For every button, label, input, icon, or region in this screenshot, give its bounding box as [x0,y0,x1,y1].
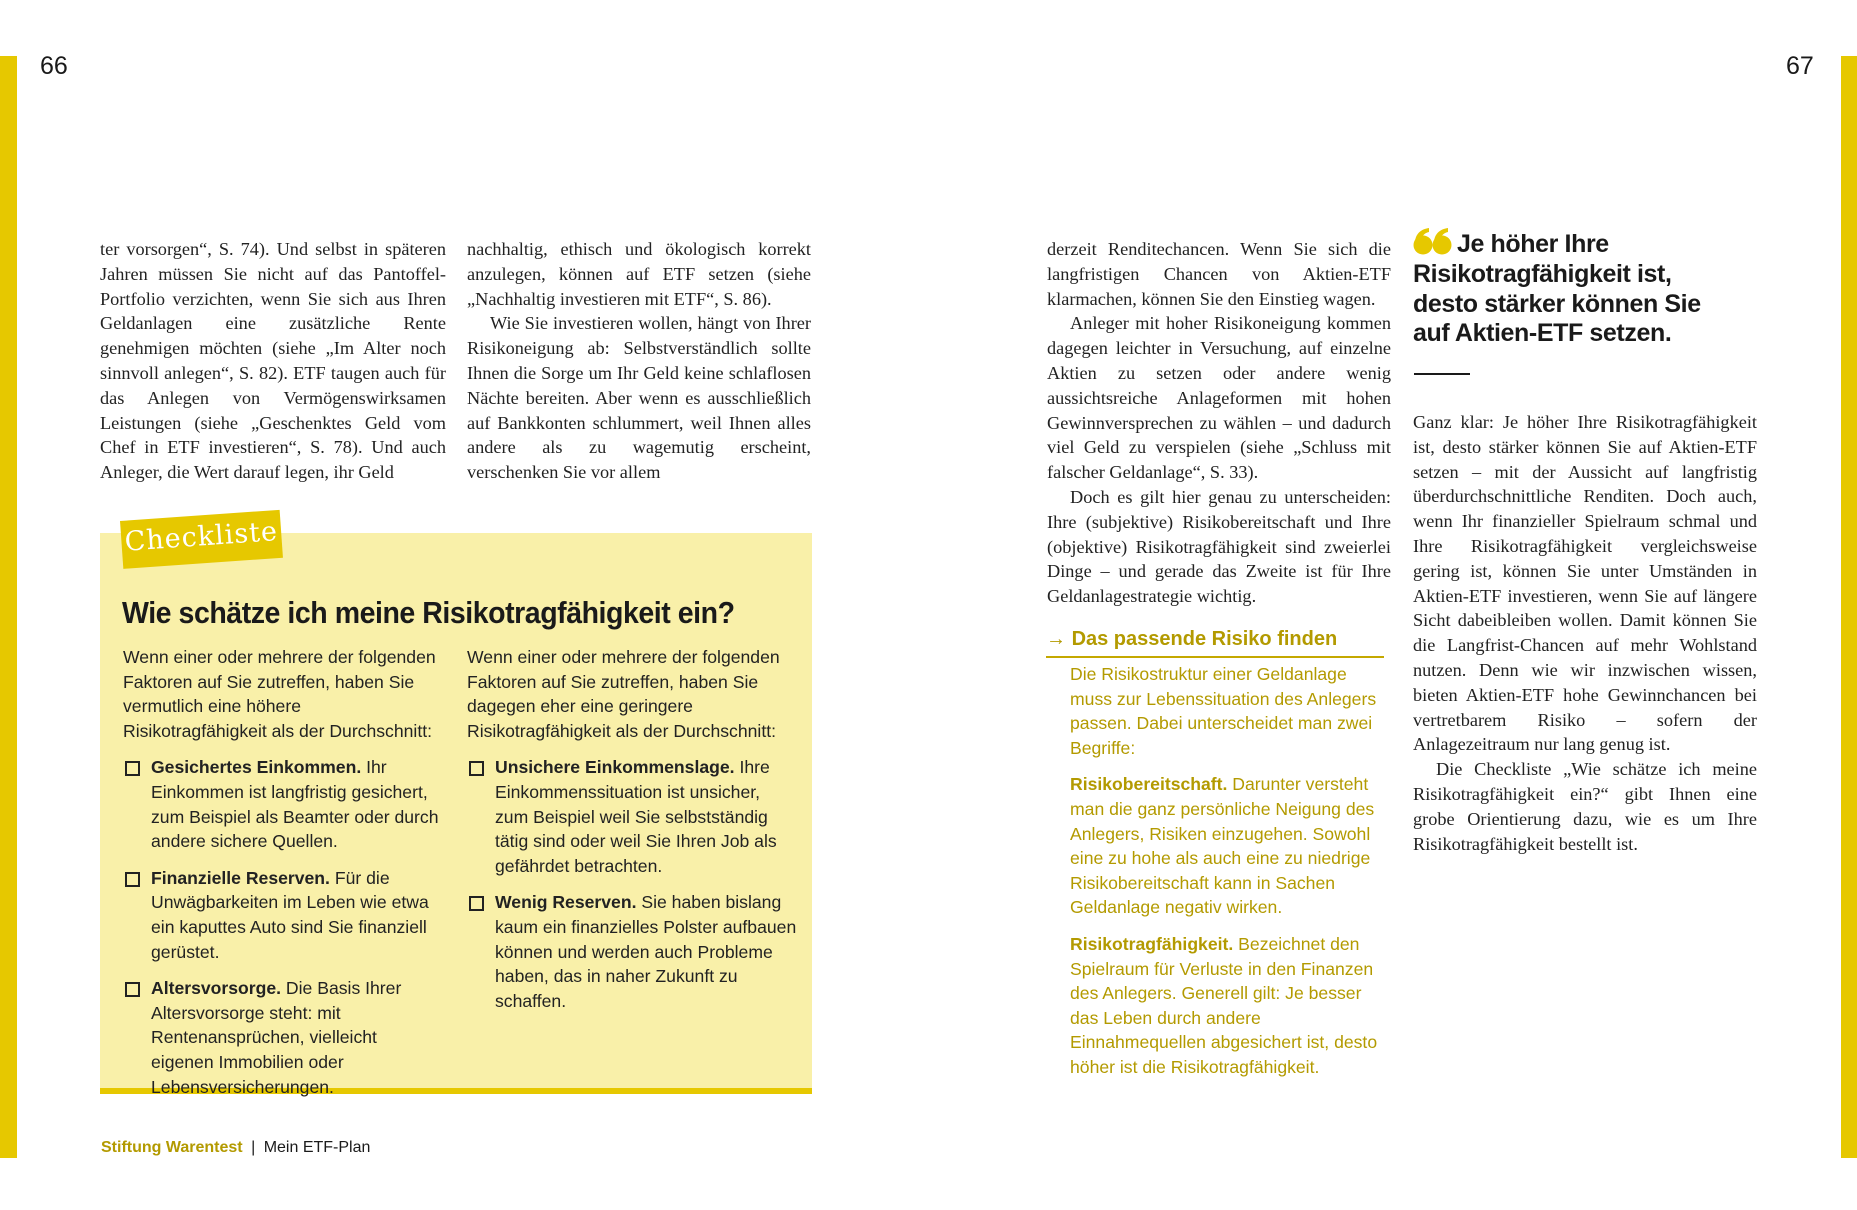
checklist-item [123,976,443,1099]
checklist-item-label: Wenig Reserven. [495,892,637,913]
arrow-right-icon: → [1046,628,1066,650]
info-term [1070,932,1388,1080]
pull-quote-divider [1414,373,1470,375]
checklist-item [123,866,443,964]
checklist-item-text: Für die Unwägbarkeiten im Leben wie etwa ein kaputtes Auto sind Sie finanziell gerüstet. [151,867,429,962]
checklist-column-left [123,645,443,1099]
checkbox-icon[interactable] [125,872,140,887]
info-term-label: Risikotragfähigkeit. [1070,933,1234,954]
quotation-mark-icon [1413,228,1453,256]
checkbox-icon[interactable] [125,982,140,997]
paragraph: ter vorsorgen“, S. 74). Und selbst in späteren Jahren müssen Sie nicht auf das Pantoffel-Portfolio verzichten, wenn Sie sich aus Ihren Geldanlagen eine zusätzliche Rente genehmigen möchten (siehe „Im Alter noch sinnvoll anlegen“, S. 82). ETF taugen auch für das Anlegen von Vermögenswirksamen Leistungen (siehe „Geschenktes Geld vom Chef in ETF investieren“, S. 78). Und auch Anleger, die Wert darauf legen, ihr Geld [100,239,446,483]
footer-brand: Stiftung Warentest [101,1139,243,1156]
checklist-item [467,890,797,1013]
checklist-title: Wie schätze ich meine Risikotragfähigkeit ein? [122,595,735,630]
checklist-intro-left: Wenn einer oder mehrere der folgenden Faktoren auf Sie zutreffen, haben Sie vermutlich eine höhere Risikotragfähigkeit als der Durchschnitt: [123,647,436,741]
footer-title: Mein ETF-Plan [263,1139,371,1156]
page-number-right: 67 [1786,52,1814,80]
info-box-heading-text: Das passende Risiko finden [1071,628,1338,650]
checklist-item-text: Ihr Einkommen ist langfristig gesichert, zum Beispiel als Beamter oder durch andere sichere Quellen. [151,757,439,852]
checklist-item-label: Gesichertes Einkommen. [151,757,362,778]
text-column-3 [1047,237,1391,609]
checklist-item-text: Die Basis Ihrer Altersvorsorge steht: mit Rentenansprüchen, vielleicht eigenen Immobilien oder Lebensversicherungen. [151,978,402,1097]
checklist-item-label: Unsichere Einkommenslage. [495,757,735,778]
footer-separator: | [251,1139,256,1156]
checkbox-icon[interactable] [469,761,484,776]
checklist-tab-label: Checkliste [123,516,279,558]
info-term-text: Bezeichnet den Spielraum für Verluste in den Finanzen des Anlegers. Generell gilt: Je besser das Leben durch andere Einnahmequellen abgesichert ist, desto höher ist die Risikotragfähigkeit. [1070,933,1378,1077]
footer [101,1139,370,1157]
page-number-left: 66 [40,52,68,80]
checklist-item-label: Altersvorsorge. [151,978,282,999]
info-intro: Die Risikostruktur einer Geldanlage muss zur Lebenssituation des Anlegers passen. Dabei unterscheidet man zwei Begriffe: [1070,664,1377,758]
paragraph: Die Checkliste „Wie schätze ich meine Risikotragfähigkeit ein?“ gibt Ihnen eine grobe Orientierung dazu, wie es um Ihre Risikotragfähigkeit bestellt ist. [1413,759,1757,854]
paragraph: Anleger mit hoher Risikoneigung kommen dagegen leichter in Versuchung, auf einzelne Aktien zu setzen oder andere wenig aussichtsreiche Anlageformen mit hohen Gewinnversprechen zu wählen – und dadurch viel Geld zu verspielen (siehe „Schluss mit falscher Geldanlage“, S. 33). [1047,313,1391,483]
checklist-column-right [467,645,797,1013]
checkbox-icon[interactable] [125,761,140,776]
checklist-item [123,755,443,853]
paragraph: Wie Sie investieren wollen, hängt von Ihrer Risikoneigung ab: Selbstverständlich sollte Ihnen die Sorge um Ihr Geld keine schlaflosen Nächte bereiten. Aber wenn es ausschließlich auf Bankkonten schlummert, weil Ihnen alles andere als zu wagemutig erscheint, verschenken Sie vor allem [467,313,811,483]
text-column-1 [100,237,446,485]
checklist-item-text: Ihre Einkommenssituation ist unsicher, zum Beispiel weil Sie selbstständig tätig sind oder weil Sie Ihren Job als gefährdet betrachten. [495,757,777,876]
left-edge-bar [0,56,17,1158]
right-edge-bar [1841,56,1857,1158]
info-term-label: Risikobereitschaft. [1070,774,1228,795]
checklist-item-text: Sie haben bislang kaum ein finanzielles Polster aufbauen können und werden auch Probleme haben, das in naher Zukunft zu schaffen. [495,892,797,1011]
paragraph: nachhaltig, ethisch und ökologisch korrekt anzulegen, können auf ETF setzen (siehe „Nachhaltig investieren mit ETF“, S. 86). [467,239,811,309]
paragraph: Ganz klar: Je höher Ihre Risikotragfähigkeit ist, desto stärker können Sie auf Aktien-ETF setzen – mit der Aussicht auf langfristig überdurchschnittliche Renditen. Doch auch, wenn Ihr finanzieller Spielraum schmal und Ihre Risikotragfähigkeit vergleichsweise gering ist, können Sie unter Umständen in Aktien-ETF investieren, wenn Sie auf längere Sicht dabeibleiben wollen. Damit können Sie die Langfrist-Chancen auf mehr Wohlstand nutzen. Denn wie wir inzwischen wissen, bieten Aktien-ETF hohe Gewinnchancen bei vertretbarem Risiko – sofern der Anlagezeitraum nur lang genug ist. [1413,412,1757,755]
checklist-box [100,516,812,1097]
checkbox-icon[interactable] [469,896,484,911]
pull-quote [1413,228,1733,349]
paragraph: derzeit Renditechancen. Wenn Sie sich die langfristigen Chancen von Aktien-ETF klarmachen, können Sie den Einstieg wagen. [1047,239,1391,309]
info-term-text: Darunter versteht man die ganz persönliche Neigung des Anlegers, Risiken einzugehen. Sowohl eine zu hohe als auch eine zu niedrige Risikobereitschaft kann in Sachen Geldanlage negativ wirken. [1070,774,1375,918]
info-term [1070,772,1388,920]
checklist-intro-right: Wenn einer oder mehrere der folgenden Faktoren auf Sie zutreffen, haben Sie dagegen eher eine geringere Risikotragfähigkeit als der Durchschnitt: [467,647,780,741]
checklist-item-label: Finanzielle Reserven. [151,867,330,888]
text-column-2 [467,237,811,485]
pull-quote-text: Je höher Ihre Risikotragfähigkeit ist, desto stärker können Sie auf Aktien-ETF setzen. [1413,230,1701,348]
checklist-item [467,755,797,878]
info-box [1070,662,1388,1092]
info-box-heading [1046,628,1384,658]
paragraph: Doch es gilt hier genau zu unterscheiden: Ihre (subjektive) Risikobereitschaft und Ihre (objektive) Risikotragfähigkeit sind zweierlei Dinge – und gerade das Zweite ist für Ihre Geldanlagestrategie wichtig. [1047,486,1391,607]
text-column-4 [1413,410,1757,856]
